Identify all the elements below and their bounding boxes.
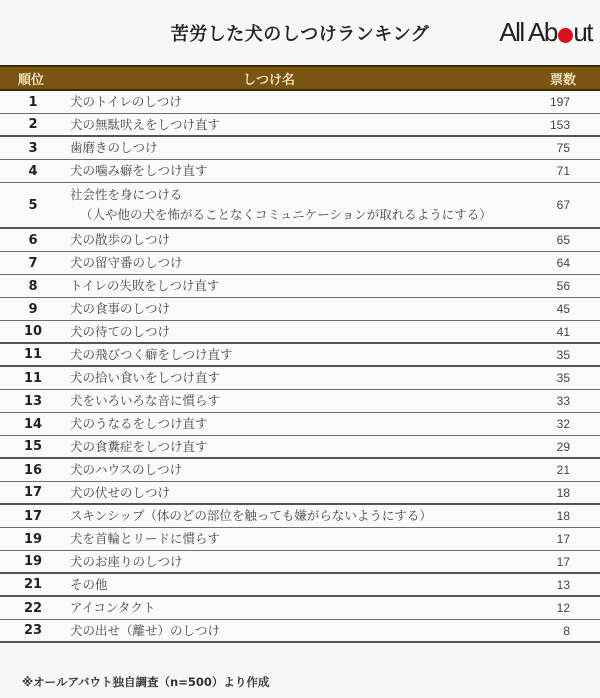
- rank-cell: 4: [28, 163, 38, 179]
- name-text: 犬の散歩のしつけ: [70, 232, 171, 247]
- name-subtext: （人や他の犬を怖がることなくコミュニケーションが取れるようにする）: [80, 207, 492, 222]
- votes-cell: 35: [556, 371, 570, 385]
- table-row: [0, 137, 600, 160]
- rank-cell: 19: [23, 554, 43, 569]
- table-row: [0, 459, 600, 482]
- votes-cell: 45: [556, 302, 570, 316]
- votes-cell: 197: [549, 95, 570, 109]
- name-cell: [70, 138, 520, 158]
- table-row: [0, 298, 600, 321]
- table-row: [0, 436, 600, 459]
- rank-cell: 14: [23, 416, 43, 432]
- votes-cell: 8: [563, 623, 570, 638]
- votes-cell: 32: [556, 417, 570, 431]
- votes-cell: 12: [556, 601, 570, 615]
- votes-cell: 41: [556, 324, 570, 339]
- name-cell: [70, 414, 520, 434]
- rank-cell: 16: [23, 462, 43, 478]
- rank-cell: 23: [23, 623, 43, 638]
- name-text: 犬の拾い食いをしつけ直す: [70, 370, 221, 385]
- rank-cell: 13: [23, 393, 43, 409]
- name-text: 犬の出せ（離せ）のしつけ: [70, 622, 221, 638]
- rank-cell: 3: [28, 140, 38, 156]
- name-cell: [70, 621, 520, 641]
- rank-cell: 2: [28, 117, 38, 132]
- column-header-rank: 順位: [18, 72, 45, 88]
- rank-cell: 6: [28, 232, 38, 248]
- table-row: [0, 620, 600, 643]
- table-row: [0, 551, 600, 574]
- rank-cell: 5: [28, 197, 38, 213]
- name-cell: [70, 529, 520, 549]
- rank-cell: 19: [23, 531, 43, 547]
- name-cell: [70, 460, 520, 480]
- name-cell: [70, 391, 520, 411]
- rank-cell: 17: [23, 508, 43, 524]
- votes-cell: 13: [556, 577, 570, 592]
- votes-cell: 75: [556, 141, 570, 155]
- name-text: トイレの失敗をしつけ直す: [70, 278, 220, 293]
- rank-cell: 8: [28, 278, 38, 294]
- votes-cell: 33: [556, 394, 570, 408]
- votes-cell: 21: [556, 463, 570, 477]
- name-text: 社会性を身につける: [70, 187, 183, 202]
- table-row: [0, 413, 600, 436]
- table-row: [0, 344, 600, 367]
- name-cell: [70, 598, 520, 618]
- ranking-table: [0, 65, 600, 643]
- name-text: 歯磨きのしつけ: [70, 140, 158, 155]
- name-cell: [70, 161, 520, 181]
- table-row: [0, 390, 600, 413]
- votes-cell: 29: [556, 439, 570, 454]
- name-cell: [70, 115, 520, 135]
- votes-cell: 67: [556, 198, 570, 212]
- name-cell: [70, 345, 520, 365]
- logo-text-right: ut: [573, 17, 592, 47]
- rank-cell: 17: [23, 485, 43, 500]
- name-text: 犬のトイレのしつけ: [70, 94, 182, 109]
- table-row: [0, 505, 600, 528]
- votes-cell: 18: [556, 485, 570, 500]
- name-text: 犬の飛びつく癖をしつけ直す: [70, 346, 233, 362]
- name-text: 犬の無駄吠えをしつけ直す: [70, 116, 221, 132]
- name-cell: [70, 230, 520, 250]
- name-cell: [70, 185, 520, 225]
- name-cell: [70, 552, 520, 572]
- votes-cell: 17: [556, 554, 570, 569]
- table-row: [0, 275, 600, 298]
- name-cell: [70, 368, 520, 388]
- name-text: 犬の食糞症をしつけ直す: [70, 438, 208, 454]
- votes-cell: 65: [556, 233, 570, 247]
- rank-cell: 21: [23, 577, 43, 592]
- table-body: [0, 91, 600, 643]
- name-cell: [70, 92, 520, 112]
- name-text: 犬の食事のしつけ: [70, 301, 171, 316]
- name-cell: [70, 253, 520, 273]
- allabout-logo: [499, 17, 592, 48]
- rank-cell: 1: [28, 94, 38, 110]
- table-row: [0, 321, 600, 344]
- table-row: [0, 160, 600, 183]
- votes-cell: 153: [549, 117, 570, 132]
- rank-cell: 11: [23, 347, 43, 362]
- table-row: [0, 574, 600, 597]
- page-title: 苦労した犬のしつけランキング: [170, 24, 430, 45]
- votes-cell: 17: [556, 532, 570, 546]
- rank-cell: 7: [28, 255, 38, 271]
- name-text: 犬のお座りのしつけ: [70, 553, 183, 569]
- votes-cell: 64: [556, 256, 570, 270]
- table-row: [0, 528, 600, 551]
- rank-cell: 15: [23, 439, 43, 454]
- column-header-name: しつけ名: [242, 72, 295, 88]
- name-text: 犬の噛み癖をしつけ直す: [70, 163, 208, 178]
- rank-cell: 10: [23, 324, 43, 339]
- table-row: [0, 229, 600, 252]
- logo-text-left: All Ab: [499, 17, 557, 47]
- rank-cell: 22: [23, 600, 43, 616]
- rank-cell: 9: [28, 301, 38, 317]
- votes-cell: 56: [556, 279, 570, 293]
- table-header: [0, 65, 600, 91]
- name-text: その他: [70, 576, 108, 592]
- name-text: 犬の待てのしつけ: [70, 323, 171, 339]
- votes-cell: 71: [556, 164, 570, 178]
- column-header-votes: 票数: [549, 72, 576, 88]
- table-row: [0, 183, 600, 229]
- name-text: 犬を首輪とリードに慣らす: [70, 531, 221, 546]
- name-cell: [70, 322, 520, 342]
- name-cell: [70, 575, 520, 595]
- table-row: [0, 91, 600, 114]
- votes-cell: 35: [556, 347, 570, 362]
- name-cell: [70, 506, 520, 526]
- title-area: [0, 0, 600, 64]
- name-text: スキンシップ（体のどの部位を触っても嫌がらないようにする）: [70, 508, 432, 523]
- name-cell: [70, 483, 520, 503]
- table-row: [0, 597, 600, 620]
- footnote: ※オールアバウト独自調査（n=500）より作成: [22, 675, 270, 689]
- votes-cell: 18: [556, 509, 570, 523]
- name-text: 犬をいろいろな音に慣らす: [70, 393, 221, 408]
- name-cell: [70, 299, 520, 319]
- name-text: 犬の伏せのしつけ: [70, 484, 171, 500]
- rank-cell: 11: [23, 370, 43, 386]
- name-text: 犬の留守番のしつけ: [70, 255, 183, 270]
- table-row: [0, 114, 600, 137]
- table-row: [0, 367, 600, 390]
- name-text: 犬のハウスのしつけ: [70, 462, 183, 477]
- logo-dot-icon: [558, 28, 573, 43]
- name-text: アイコンタクト: [70, 600, 156, 615]
- name-cell: [70, 276, 520, 296]
- table-row: [0, 482, 600, 505]
- name-cell: [70, 437, 520, 457]
- table-row: [0, 252, 600, 275]
- name-text: 犬のうなるをしつけ直す: [70, 416, 208, 431]
